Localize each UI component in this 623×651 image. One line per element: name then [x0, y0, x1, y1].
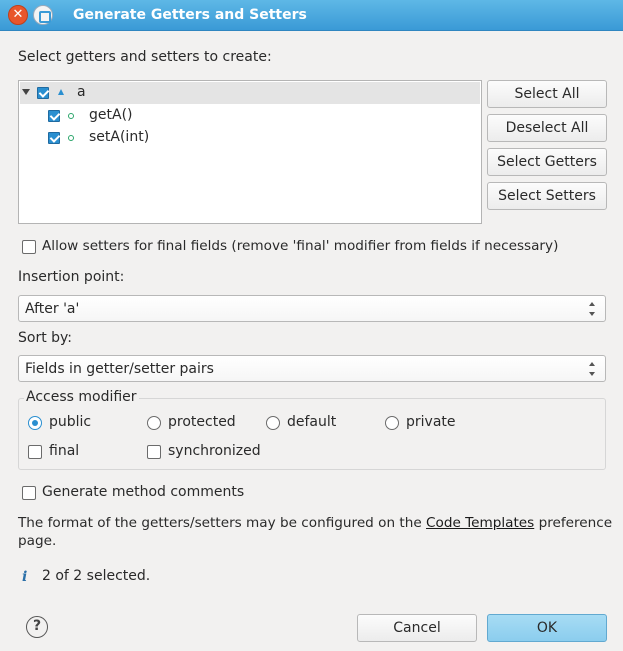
window-title: Generate Getters and Setters	[73, 7, 307, 23]
tree-item-method-set[interactable]	[20, 127, 480, 149]
deselect-all-button[interactable]: Deselect All	[487, 114, 607, 142]
cancel-button[interactable]: Cancel	[357, 614, 477, 642]
generate-comments-checkbox[interactable]	[22, 486, 36, 500]
tree-item-field-a[interactable]	[20, 82, 480, 104]
tree-item-checkbox[interactable]	[37, 87, 49, 99]
expand-triangle-icon[interactable]	[22, 89, 30, 95]
info-icon: i	[22, 569, 28, 585]
tree-item-label: getA()	[89, 107, 133, 123]
insertion-point-label: Insertion point:	[18, 269, 125, 285]
code-templates-link[interactable]: Code Templates	[426, 515, 535, 531]
format-note	[18, 515, 612, 531]
radio-protected[interactable]	[147, 416, 161, 430]
radio-public[interactable]	[28, 416, 42, 430]
select-arrows-icon	[589, 302, 597, 316]
ok-button[interactable]: OK	[487, 614, 607, 642]
radio-protected-label: protected	[168, 414, 236, 430]
select-getters-button[interactable]: Select Getters	[487, 148, 607, 176]
tree-item-label: setA(int)	[89, 129, 150, 145]
access-modifier-group	[18, 398, 606, 470]
tree-item-method-get[interactable]	[20, 105, 480, 127]
members-tree[interactable]	[18, 80, 482, 224]
radio-public-label: public	[49, 414, 92, 430]
help-icon[interactable]: ?	[26, 616, 48, 638]
synchronized-checkbox[interactable]	[147, 445, 161, 459]
select-arrows-icon	[589, 362, 597, 376]
tree-item-label: a	[77, 84, 86, 100]
select-setters-button[interactable]: Select Setters	[487, 182, 607, 210]
close-window-button[interactable]: ✕	[8, 5, 28, 25]
field-icon	[58, 89, 64, 95]
generate-comments-label: Generate method comments	[42, 484, 245, 500]
radio-private[interactable]	[385, 416, 399, 430]
insertion-point-select[interactable]	[18, 295, 606, 322]
radio-default-label: default	[287, 414, 337, 430]
sort-by-value: Fields in getter/setter pairs	[25, 361, 214, 377]
sort-by-label: Sort by:	[18, 330, 73, 346]
select-all-button[interactable]: Select All	[487, 80, 607, 108]
allow-final-setters-label: Allow setters for final fields (remove 'final' modifier from fields if necessary)	[42, 238, 559, 254]
method-icon	[68, 113, 74, 119]
method-icon	[68, 135, 74, 141]
tree-item-checkbox[interactable]	[48, 110, 60, 122]
radio-default[interactable]	[266, 416, 280, 430]
tree-item-checkbox[interactable]	[48, 132, 60, 144]
format-note-text: The format of the getters/setters may be configured on the	[18, 515, 427, 531]
synchronized-checkbox-label: synchronized	[168, 443, 261, 459]
format-note-text-after: preference	[534, 515, 613, 531]
insertion-point-value: After 'a'	[25, 301, 80, 317]
final-checkbox-label: final	[49, 443, 80, 459]
maximize-window-button[interactable]	[33, 5, 53, 25]
final-checkbox[interactable]	[28, 445, 42, 459]
allow-final-setters-checkbox[interactable]	[22, 240, 36, 254]
selection-status: 2 of 2 selected.	[42, 568, 151, 584]
select-label: Select getters and setters to create:	[18, 49, 272, 65]
radio-private-label: private	[406, 414, 456, 430]
access-modifier-title: Access modifier	[26, 389, 137, 405]
format-note-line2: page.	[18, 533, 57, 549]
sort-by-select[interactable]	[18, 355, 606, 382]
title-bar	[0, 0, 623, 31]
